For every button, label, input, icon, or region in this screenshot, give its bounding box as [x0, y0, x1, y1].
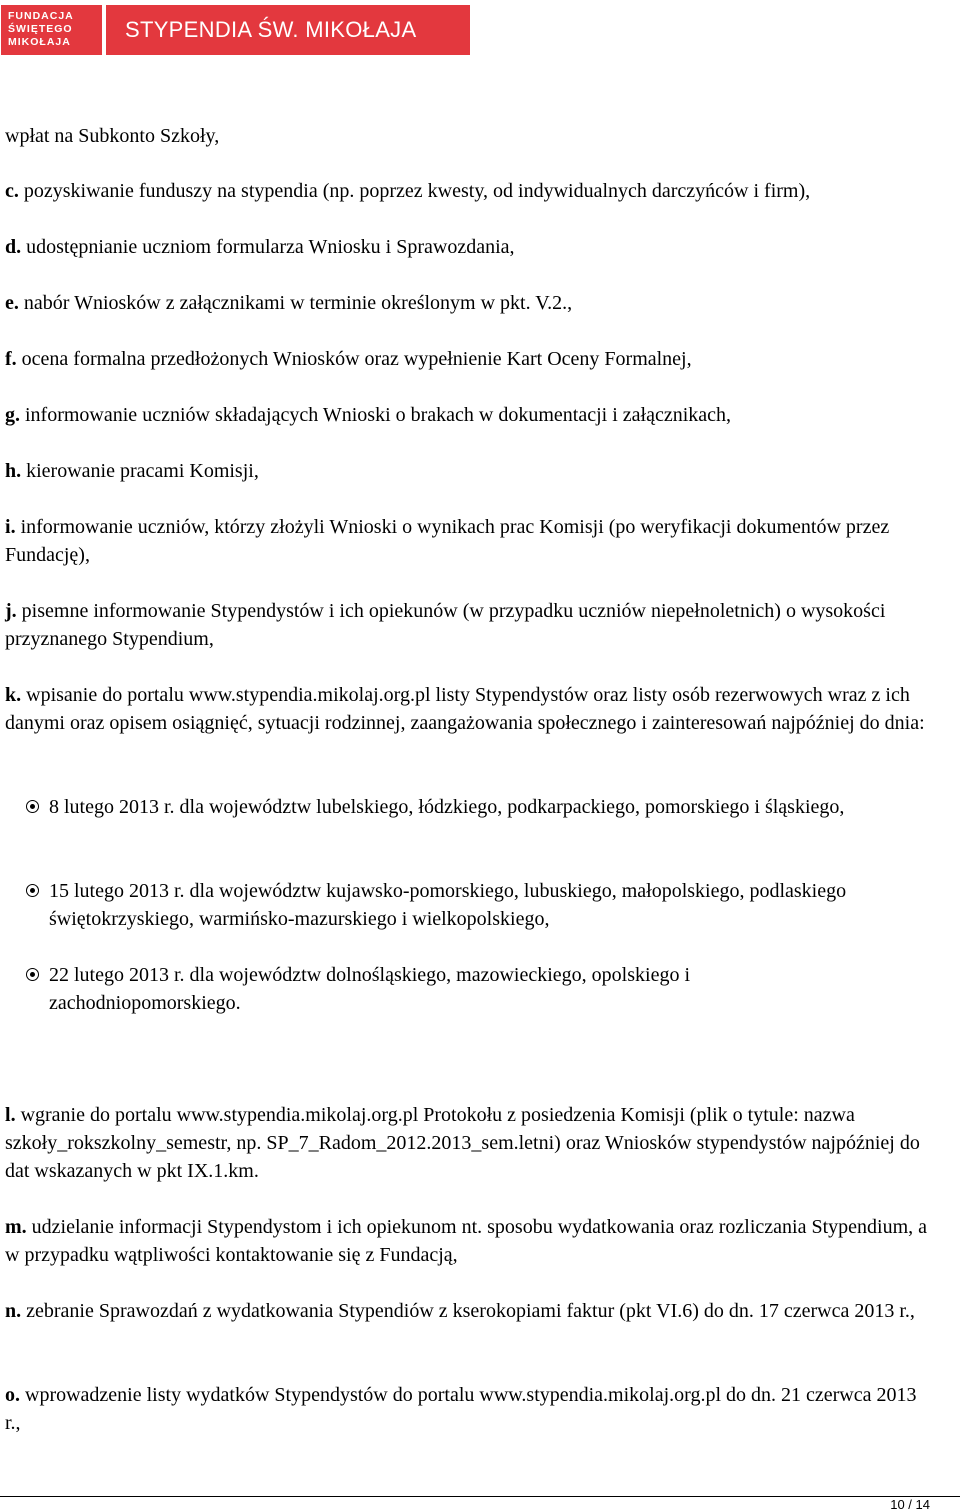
intro-paragraph: wpłat na Subkonto Szkoły, [5, 125, 220, 147]
bullet-text: 15 lutego 2013 r. dla województw kujawsko-pomorskiego, lubuskiego, małopolskiego, podlaskiego świętokrzyskiego, warmińsko-mazurskiego i wielkopolskiego, [49, 880, 847, 930]
item-letter: h [5, 460, 17, 482]
list-item-o: o. wprowadzenie listy wydatków Stypendystów do portalu www.stypendia.mikolaj.org.pl do dn. 21 czerwca 2013 r., [5, 1384, 917, 1434]
item-letter: n [5, 1300, 17, 1322]
item-letter: o [5, 1384, 15, 1406]
bullet-dot-icon [26, 884, 39, 897]
item-letter: g [5, 404, 15, 426]
list-item-f: f. ocena formalna przedłożonych Wniosków oraz wypełnienie Kart Oceny Formalnej, [5, 348, 692, 370]
list-item-k: k. wpisanie do portalu www.stypendia.mikolaj.org.pl listy Stypendystów oraz listy osób rezerwowych wraz z ich danymi oraz opisem osiągnięć, sytuacji rodzinnej, zaangażowania społecznego i zainteresowań najpóźniej do dnia: [5, 684, 925, 734]
item-letter: e [5, 292, 14, 314]
item-letter: d [5, 236, 17, 258]
item-letter: j [5, 600, 12, 622]
item-text: udzielanie informacji Stypendystom i ich opiekunom nt. sposobu wydatkowania oraz rozliczania Stypendium, a w przypadku wątpliwości kontaktowanie się z Fundacją, [5, 1216, 928, 1266]
item-text: udostępnianie uczniom formularza Wniosku i Sprawozdania, [26, 236, 515, 258]
item-letter: i [5, 516, 11, 538]
header-banner: STYPENDIA ŚW. MIKOŁAJA [106, 5, 470, 55]
item-letter: k [5, 684, 17, 706]
logo-line-2: ŚWIĘTEGO [8, 23, 73, 35]
bullet-text: 22 lutego 2013 r. dla województw dolnośląskiego, mazowieckiego, opolskiego i zachodniopomorskiego. [49, 964, 690, 1014]
bullet-text: 8 lutego 2013 r. dla województw lubelskiego, łódzkiego, podkarpackiego, pomorskiego i śląskiego, [49, 796, 845, 818]
foundation-logo [1, 5, 102, 55]
item-letter: f [5, 348, 12, 370]
bullet-dot-icon [26, 968, 39, 981]
page-number: 10 / 14 [890, 1497, 930, 1512]
item-letter: c [5, 180, 14, 202]
item-letter: m [5, 1216, 22, 1238]
list-item-c: c. pozyskiwanie funduszy na stypendia (np. poprzez kwesty, od indywidualnych darczyńców i firm), [5, 180, 811, 202]
item-text: zebranie Sprawozdań z wydatkowania Stypendiów z kserokopiami faktur (pkt VI.6) do dn. 17 czerwca 2013 r., [26, 1300, 915, 1322]
list-item-d: d. udostępnianie uczniom formularza Wniosku i Sprawozdania, [5, 236, 515, 258]
item-letter: l [5, 1104, 11, 1126]
item-text: pozyskiwanie funduszy na stypendia (np. poprzez kwesty, od indywidualnych darczyńców i firm), [23, 180, 811, 202]
bullet-dot-icon [26, 800, 39, 813]
page-header [0, 0, 960, 60]
item-text: wprowadzenie listy wydatków Stypendystów do portalu www.stypendia.mikolaj.org.pl do dn. 21 czerwca 2013 r., [5, 1384, 917, 1434]
item-text: nabór Wniosków z załącznikami w terminie określonym w pkt. V.2., [23, 292, 573, 314]
item-text: kierowanie pracami Komisji, [26, 460, 259, 482]
logo-line-3: MIKOŁAJA [8, 36, 71, 48]
item-text: informowanie uczniów, którzy złożyli Wnioski o wynikach prac Komisji (po weryfikacji dokumentów przez Fundację), [5, 516, 890, 566]
list-item-e: e. nabór Wniosków z załącznikami w terminie określonym w pkt. V.2., [5, 292, 573, 314]
item-text: ocena formalna przedłożonych Wniosków oraz wypełnienie Kart Oceny Formalnej, [21, 348, 692, 370]
list-item-h: h. kierowanie pracami Komisji, [5, 460, 259, 482]
list-item-l: l. wgranie do portalu www.stypendia.mikolaj.org.pl Protokołu z posiedzenia Komisji (plik o tytule: nazwa szkoły_rokszkolny_semestr, np. SP_7_Radom_2012.2013_sem.letni) oraz Wniosków stypendystów najpóźniej do dat wskazanych w pkt IX.1.km. [5, 1104, 920, 1182]
list-item-g: g. informowanie uczniów składających Wnioski o brakach w dokumentacji i załącznikach, [5, 404, 732, 426]
item-text: informowanie uczniów składających Wnioski o brakach w dokumentacji i załącznikach, [25, 404, 732, 426]
list-item-m: m. udzielanie informacji Stypendystom i ich opiekunom nt. sposobu wydatkowania oraz rozliczania Stypendium, a w przypadku wątpliwości kontaktowanie się z Fundacją, [5, 1216, 928, 1266]
list-item-j: j. pisemne informowanie Stypendystów i ich opiekunów (w przypadku uczniów niepełnoletnich) o wysokości przyznanego Stypendium, [5, 600, 886, 650]
logo-line-1: FUNDACJA [8, 10, 74, 22]
list-item-i: i. informowanie uczniów, którzy złożyli Wnioski o wynikach prac Komisji (po weryfikacji dokumentów przez Fundację), [5, 516, 890, 566]
item-text: pisemne informowanie Stypendystów i ich opiekunów (w przypadku uczniów niepełnoletnich) o wysokości przyznanego Stypendium, [5, 600, 886, 650]
list-item-n: n. zebranie Sprawozdań z wydatkowania Stypendiów z kserokopiami faktur (pkt VI.6) do dn. 17 czerwca 2013 r., [5, 1300, 915, 1322]
footer-divider [0, 1496, 960, 1497]
item-text: wgranie do portalu www.stypendia.mikolaj.org.pl Protokołu z posiedzenia Komisji (plik o tytule: nazwa szkoły_rokszkolny_semestr, np. SP_7_Radom_2012.2013_sem.letni) oraz Wniosków stypendystów najpóźniej do dat wskazanych w pkt IX.1.km. [5, 1104, 920, 1182]
item-text: wpisanie do portalu www.stypendia.mikolaj.org.pl listy Stypendystów oraz listy osób rezerwowych wraz z ich danymi oraz opisem osiągnięć, sytuacji rodzinnej, zaangażowania społecznego i zainteresowań najpóźniej do dnia: [5, 684, 925, 734]
